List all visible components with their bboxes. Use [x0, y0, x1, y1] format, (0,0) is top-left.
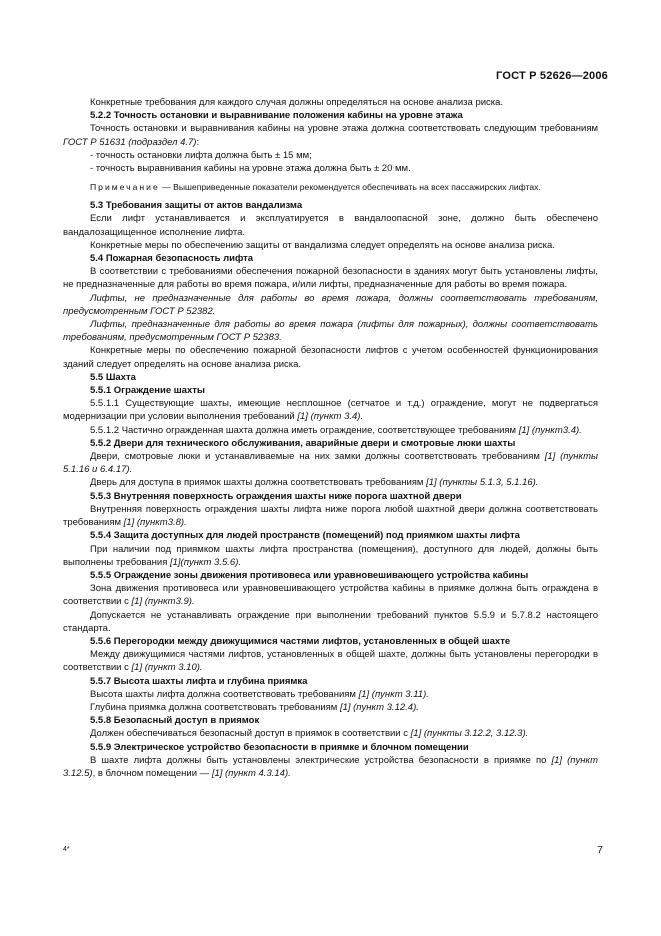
- text: Точность остановки и выравнивания кабины на уровне этажа должна соответствовать следующим требованиям: [90, 123, 598, 135]
- note-label: Примечание: [90, 182, 160, 193]
- paragraph: [63, 397, 598, 423]
- paragraph: [63, 503, 598, 529]
- paragraph: В соответствии с требованиями обеспечения пожарной безопасности в зданиях могут быть установлены лифты, не предназначенные для работы во время пожара, и/или лифты, предназначенные для работы во время пожара.: [63, 266, 598, 291]
- page-number: 7: [597, 844, 603, 856]
- paragraph: Допускается не устанавливать ограждение при выполнении требований пунктов 5.5.9 и 5.7.8.2 настоящего стандарта.: [63, 609, 598, 634]
- text: 5.5.1.2 Частично огражденная шахта должна иметь ограждение, соответствующее требованиям: [90, 424, 519, 436]
- section-heading-5-5-4: 5.5.4 Защита доступных для людей пространств (помещений) под приямком шахты лифта: [90, 530, 520, 542]
- text: Между движущимися частями лифтов, установленных в общей шахте, должны быть установлены перегородки в соответствии с: [63, 649, 598, 674]
- section-heading-5-5-3: 5.5.3 Внутренняя поверхность ограждения шахты ниже порога шахтной двери: [90, 490, 462, 502]
- paragraph: [63, 543, 598, 569]
- section-heading-5-3: 5.3 Требования защиты от актов вандализма: [90, 200, 303, 212]
- section-heading-5-4: 5.4 Пожарная безопасность лифта: [90, 253, 254, 265]
- paragraph: Если лифт устанавливается и эксплуатируется в вандалоопасной зоне, должно быть обеспечено вандалозащищенное исполнение лифта.: [63, 213, 598, 238]
- reference: [1] (пункт 3.10).: [131, 662, 203, 674]
- reference: [1] (пункт3.8).: [123, 517, 187, 529]
- reference: [1](пункт 3.5.6).: [169, 556, 241, 568]
- paragraph: [63, 648, 598, 674]
- section-heading-5-5-1: 5.5.1 Ограждение шахты: [90, 385, 206, 397]
- text: Глубина приямка должна соответствовать требованиям: [90, 701, 340, 713]
- text: Должен обеспечиваться безопасный доступ в приямок в соответствии с: [90, 728, 411, 740]
- reference: [1] (пункты 5.1.16 и 6.4.17).: [63, 451, 598, 476]
- sheet-mark: 4*: [63, 846, 70, 853]
- paragraph: [63, 701, 598, 714]
- list-item: - точность выравнивания кабины на уровне этажа должна быть ± 20 мм.: [90, 163, 411, 175]
- page-body: [63, 96, 598, 780]
- document-code-header: ГОСТ Р 52626—2006: [496, 70, 608, 82]
- reference: [1] (пункт 3.12.4).: [339, 701, 419, 713]
- text: 5.5.1.1 Существующие шахты, имеющие несплошное (сетчатое и т.д.) ограждение, могут не подвергаться модернизации при условии выполнения требований: [63, 398, 598, 423]
- reference: [1] (пункт 3.12.5): [63, 754, 598, 779]
- text: При наличии под приямком шахты лифта пространства (помещения), доступного для людей, должны быть выполнены требования: [63, 543, 598, 568]
- paragraph: Конкретные требования для каждого случая должны определяться на основе анализа риска.: [90, 97, 504, 108]
- reference: [1] (пункт3.4).: [518, 424, 582, 436]
- reference: [1] (пункт 3.4).: [297, 411, 364, 423]
- section-heading-5-5-6: 5.5.6 Перегородки между движущимися частями лифтов, установленных в общей шахте: [90, 635, 511, 647]
- paragraph: [63, 727, 598, 740]
- reference: [1] (пункты 3.12.2, 3.12.3).: [410, 728, 529, 740]
- reference: [1] (пункты 5.1.3, 5.1.16).: [426, 477, 539, 489]
- text: В шахте лифта должны быть установлены электрические устройства безопасности в приямке по: [90, 754, 552, 766]
- paragraph: Конкретные меры по обеспечению защиты от вандализма следует определять на основе анализа риска.: [90, 239, 555, 251]
- section-heading-5-5-2: 5.5.2 Двери для технического обслуживания, аварийные двери и смотровые люки шахты: [90, 437, 516, 449]
- paragraph: [63, 754, 598, 780]
- note-text: — Вышеприведенные показатели рекомендуется обеспечивать на всех пассажирских лифтах.: [159, 182, 541, 193]
- note: [63, 181, 598, 193]
- paragraph: [63, 476, 598, 489]
- text: , в блочном помещении —: [92, 767, 212, 779]
- reference: ГОСТ Р 51631 (подраздел 4.7): [63, 136, 197, 148]
- reference: [1] (пункт 4.3.14).: [211, 767, 291, 779]
- text: Высота шахты лифта должна соответствовать требованиям: [90, 688, 359, 700]
- text: Внутренняя поверхность ограждения шахты лифта ниже порога любой шахтной двери должна соответствовать требованиям: [63, 503, 598, 529]
- paragraph: Лифты, не предназначенные для работы во время пожара, должны соответствовать требованиям, предусмотренным ГОСТ Р 52382.: [63, 292, 598, 317]
- paragraph: [63, 450, 598, 476]
- paragraph: Лифты, предназначенные для работы во время пожара (лифты для пожарных), должны соответствовать требованиям, предусмотренным ГОСТ Р 52383.: [63, 319, 598, 344]
- section-heading-5-2-2: 5.2.2 Точность остановки и выравнивание положения кабины на уровне этажа: [90, 110, 463, 122]
- section-heading-5-5-7: 5.5.7 Высота шахты лифта и глубина приямка: [90, 675, 308, 687]
- paragraph: [63, 688, 598, 701]
- reference: [1] (пункт 3.11).: [358, 688, 429, 700]
- section-heading-5-5-8: 5.5.8 Безопасный доступ в приямок: [90, 715, 260, 727]
- paragraph: [63, 122, 598, 148]
- paragraph: [63, 582, 598, 608]
- text: Зона движения противовеса или уравновешивающего устройства кабины в приямке должна быть ограждена в соответствии с: [63, 583, 598, 608]
- reference: [1] (пункт3.9).: [131, 596, 195, 608]
- section-heading-5-5-5: 5.5.5 Ограждение зоны движения противовеса или уравновешивающего устройства кабины: [90, 569, 529, 581]
- paragraph: Конкретные меры по обеспечению пожарной безопасности лифтов с учетом особенностей функционирования зданий следует определять на основе анализа риска.: [63, 345, 598, 370]
- section-heading-5-5-9: 5.5.9 Электрическое устройство безопасности в приямке и блочном помещении: [90, 741, 469, 753]
- paragraph: [63, 424, 598, 437]
- text: :: [196, 136, 200, 148]
- section-heading-5-5: 5.5 Шахта: [90, 371, 136, 383]
- text: Дверь для доступа в приямок шахты должна соответствовать требованиям: [90, 477, 427, 489]
- list-item: - точность остановки лифта должна быть ± 15 мм;: [90, 149, 312, 161]
- text: Двери, смотровые люки и устанавливаемые на них замки должны соответствовать требованиям: [90, 451, 545, 463]
